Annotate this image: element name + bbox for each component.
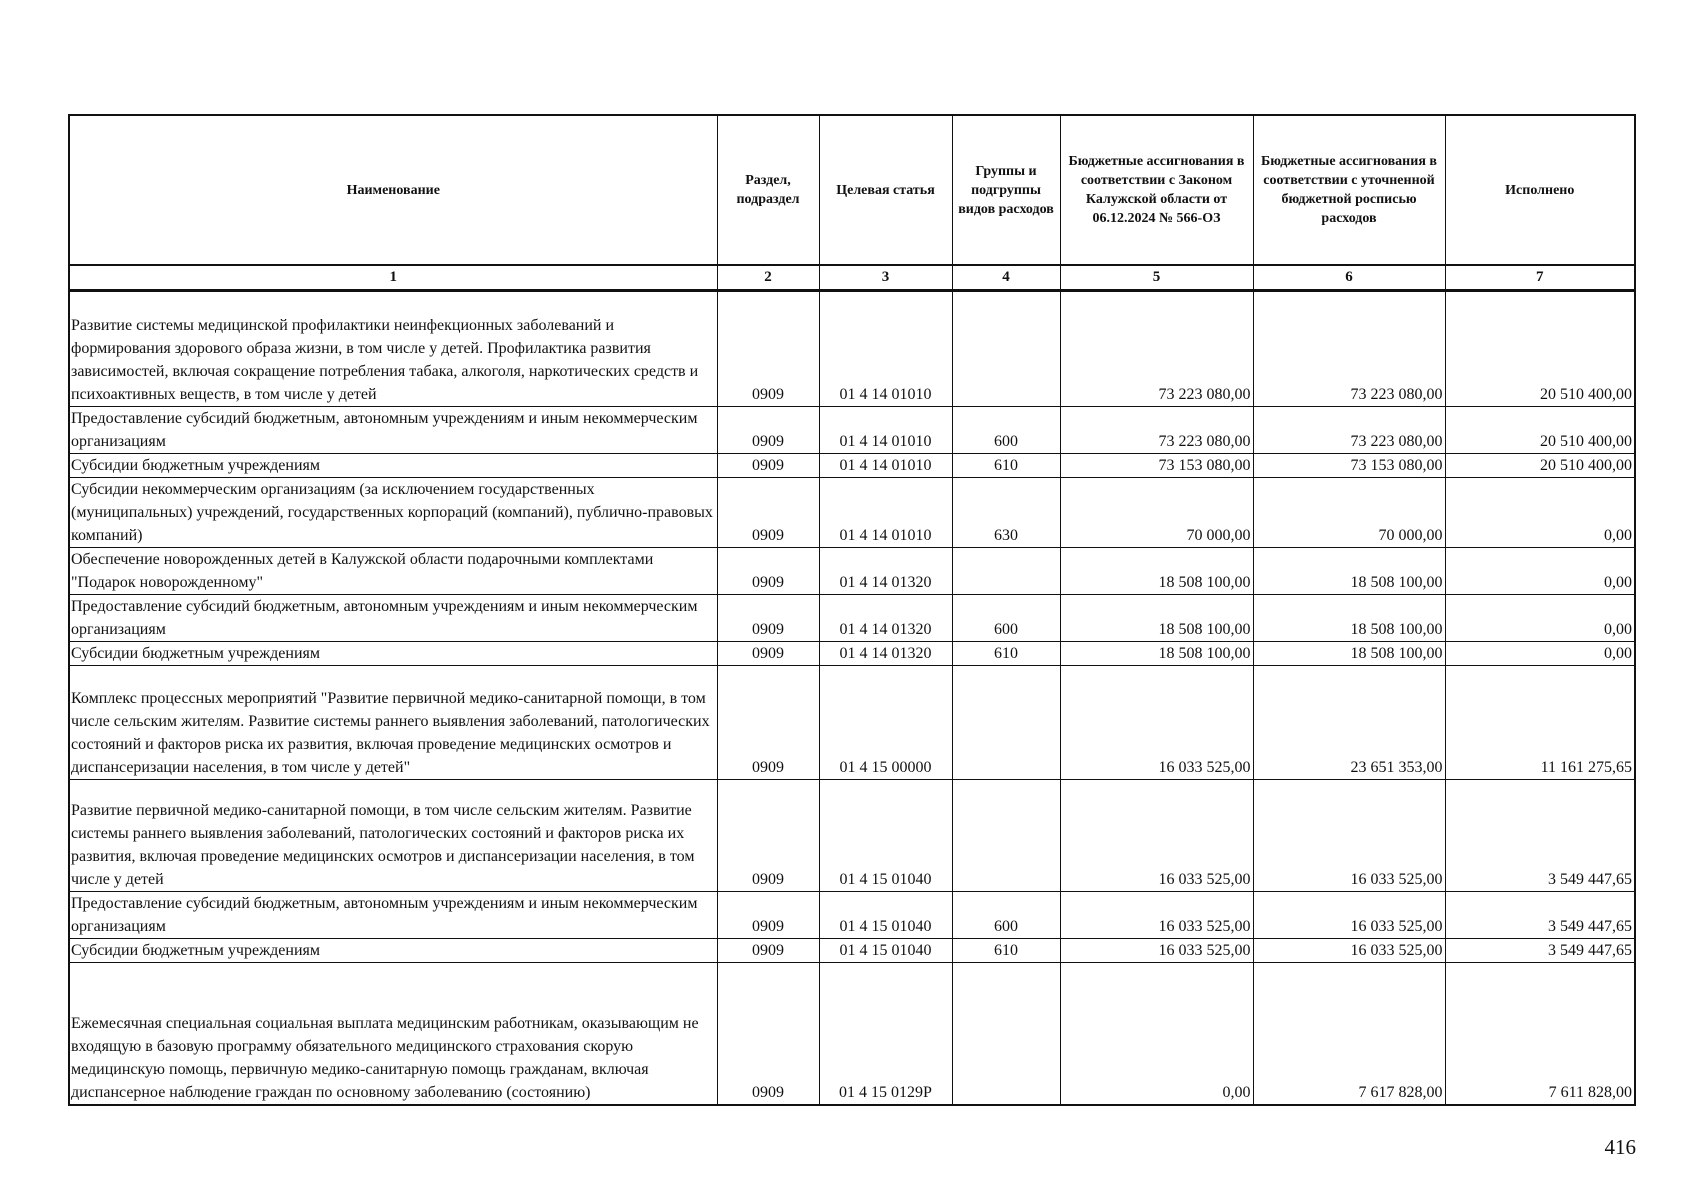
row-target-article: 01 4 14 01010 [819,454,952,478]
row-refined-allocation: 70 000,00 [1253,478,1445,548]
row-section: 0909 [717,407,819,454]
row-name: Субсидии бюджетным учреждениям [69,939,717,963]
row-refined-allocation: 23 651 353,00 [1253,666,1445,780]
row-law-allocation: 16 033 525,00 [1060,939,1253,963]
row-name: Предоставление субсидий бюджетным, автономным учреждениям и иным некоммерческим организациям [69,407,717,454]
row-target-article: 01 4 14 01320 [819,548,952,595]
row-expense-group: 600 [952,595,1060,642]
row-executed: 11 161 275,65 [1445,666,1635,780]
header-executed: Исполнено [1445,115,1635,265]
column-number: 6 [1253,265,1445,291]
row-section: 0909 [717,666,819,780]
row-section: 0909 [717,454,819,478]
row-name: Субсидии бюджетным учреждениям [69,642,717,666]
row-expense-group: 610 [952,642,1060,666]
row-expense-group [952,548,1060,595]
row-refined-allocation: 16 033 525,00 [1253,780,1445,892]
row-expense-group: 630 [952,478,1060,548]
page-number: 416 [1604,1135,1636,1159]
row-refined-allocation: 73 223 080,00 [1253,291,1445,407]
row-name: Субсидии бюджетным учреждениям [69,454,717,478]
row-target-article: 01 4 15 01040 [819,780,952,892]
table-row [69,407,1635,454]
row-target-article: 01 4 14 01320 [819,642,952,666]
column-number: 5 [1060,265,1253,291]
row-target-article: 01 4 14 01320 [819,595,952,642]
row-law-allocation: 18 508 100,00 [1060,548,1253,595]
row-section: 0909 [717,963,819,1105]
row-executed: 7 611 828,00 [1445,963,1635,1105]
row-executed: 0,00 [1445,642,1635,666]
row-target-article: 01 4 14 01010 [819,407,952,454]
column-number: 3 [819,265,952,291]
row-executed: 3 549 447,65 [1445,780,1635,892]
table-row [69,780,1635,892]
header-refined-allocations: Бюджетные ассигнования в соответствии с уточненной бюджетной росписью расходов [1253,115,1445,265]
table-header-row [69,115,1635,265]
row-section: 0909 [717,642,819,666]
row-name: Субсидии некоммерческим организациям (за исключением государственных (муниципальных) учреждений, государственных корпораций (компаний), публично-правовых компаний) [69,478,717,548]
row-expense-group: 610 [952,454,1060,478]
row-executed: 3 549 447,65 [1445,939,1635,963]
table-row [69,548,1635,595]
row-law-allocation: 73 223 080,00 [1060,291,1253,407]
row-refined-allocation: 18 508 100,00 [1253,642,1445,666]
row-target-article: 01 4 15 01040 [819,939,952,963]
header-law-allocations: Бюджетные ассигнования в соответствии с Законом Калужской области от 06.12.2024 № 566-ОЗ [1060,115,1253,265]
table-row [69,642,1635,666]
table-row [69,595,1635,642]
table-row [69,478,1635,548]
row-name: Комплекс процессных мероприятий "Развитие первичной медико-санитарной помощи, в том числе сельским жителям. Развитие системы раннего выявления заболеваний, патологических состояний и факторов риска их развития, включая проведение медицинских осмотров и диспансеризации населения, в том числе у детей" [69,666,717,780]
row-law-allocation: 0,00 [1060,963,1253,1105]
row-expense-group: 600 [952,892,1060,939]
row-expense-group [952,666,1060,780]
row-law-allocation: 18 508 100,00 [1060,642,1253,666]
row-law-allocation: 18 508 100,00 [1060,595,1253,642]
row-target-article: 01 4 15 0129Р [819,963,952,1105]
row-refined-allocation: 16 033 525,00 [1253,892,1445,939]
row-refined-allocation: 7 617 828,00 [1253,963,1445,1105]
row-expense-group [952,291,1060,407]
table-row [69,454,1635,478]
row-law-allocation: 73 153 080,00 [1060,454,1253,478]
row-target-article: 01 4 15 00000 [819,666,952,780]
row-refined-allocation: 18 508 100,00 [1253,595,1445,642]
column-number: 4 [952,265,1060,291]
row-section: 0909 [717,892,819,939]
row-expense-group [952,780,1060,892]
table-row [69,892,1635,939]
row-section: 0909 [717,478,819,548]
row-law-allocation: 73 223 080,00 [1060,407,1253,454]
row-refined-allocation: 18 508 100,00 [1253,548,1445,595]
row-refined-allocation: 73 223 080,00 [1253,407,1445,454]
row-expense-group [952,963,1060,1105]
row-law-allocation: 16 033 525,00 [1060,666,1253,780]
row-section: 0909 [717,595,819,642]
table-row [69,291,1635,407]
header-section: Раздел, подраздел [717,115,819,265]
column-number: 1 [69,265,717,291]
row-name: Предоставление субсидий бюджетным, автономным учреждениям и иным некоммерческим организациям [69,595,717,642]
row-name: Развитие системы медицинской профилактики неинфекционных заболеваний и формирования здорового образа жизни, в том числе у детей. Профилактика развития зависимостей, включая сокращение потребления табака, алкоголя, наркотических средств и психоактивных веществ, в том числе у детей [69,291,717,407]
row-name: Предоставление субсидий бюджетным, автономным учреждениям и иным некоммерческим организациям [69,892,717,939]
row-executed: 20 510 400,00 [1445,454,1635,478]
row-executed: 0,00 [1445,478,1635,548]
row-expense-group: 610 [952,939,1060,963]
table-row [69,963,1635,1105]
row-executed: 3 549 447,65 [1445,892,1635,939]
header-groups: Группы и подгруппы видов расходов [952,115,1060,265]
row-name: Развитие первичной медико-санитарной помощи, в том числе сельским жителям. Развитие системы раннего выявления заболеваний, патологических состояний и факторов риска их развития, включая проведение медицинских осмотров и диспансеризации населения, в том числе у детей [69,780,717,892]
row-section: 0909 [717,291,819,407]
row-section: 0909 [717,780,819,892]
row-expense-group: 600 [952,407,1060,454]
row-section: 0909 [717,939,819,963]
row-section: 0909 [717,548,819,595]
row-name: Ежемесячная специальная социальная выплата медицинским работникам, оказывающим не входящую в базовую программу обязательного медицинского страхования скорую медицинскую помощь, первичную медико-санитарную помощь гражданам, включая диспансерное наблюдение граждан по основному заболеванию (состоянию) [69,963,717,1105]
row-target-article: 01 4 14 01010 [819,291,952,407]
column-number-row [69,265,1635,291]
header-name: Наименование [69,115,717,265]
budget-table [68,114,1636,1106]
row-target-article: 01 4 15 01040 [819,892,952,939]
row-refined-allocation: 16 033 525,00 [1253,939,1445,963]
header-target: Целевая статья [819,115,952,265]
row-law-allocation: 16 033 525,00 [1060,780,1253,892]
row-name: Обеспечение новорожденных детей в Калужской области подарочными комплектами "Подарок новорожденному" [69,548,717,595]
row-target-article: 01 4 14 01010 [819,478,952,548]
row-refined-allocation: 73 153 080,00 [1253,454,1445,478]
table-row [69,939,1635,963]
row-executed: 20 510 400,00 [1445,291,1635,407]
row-executed: 0,00 [1445,548,1635,595]
row-executed: 20 510 400,00 [1445,407,1635,454]
row-law-allocation: 70 000,00 [1060,478,1253,548]
row-executed: 0,00 [1445,595,1635,642]
column-number: 7 [1445,265,1635,291]
table-row [69,666,1635,780]
row-law-allocation: 16 033 525,00 [1060,892,1253,939]
column-number: 2 [717,265,819,291]
